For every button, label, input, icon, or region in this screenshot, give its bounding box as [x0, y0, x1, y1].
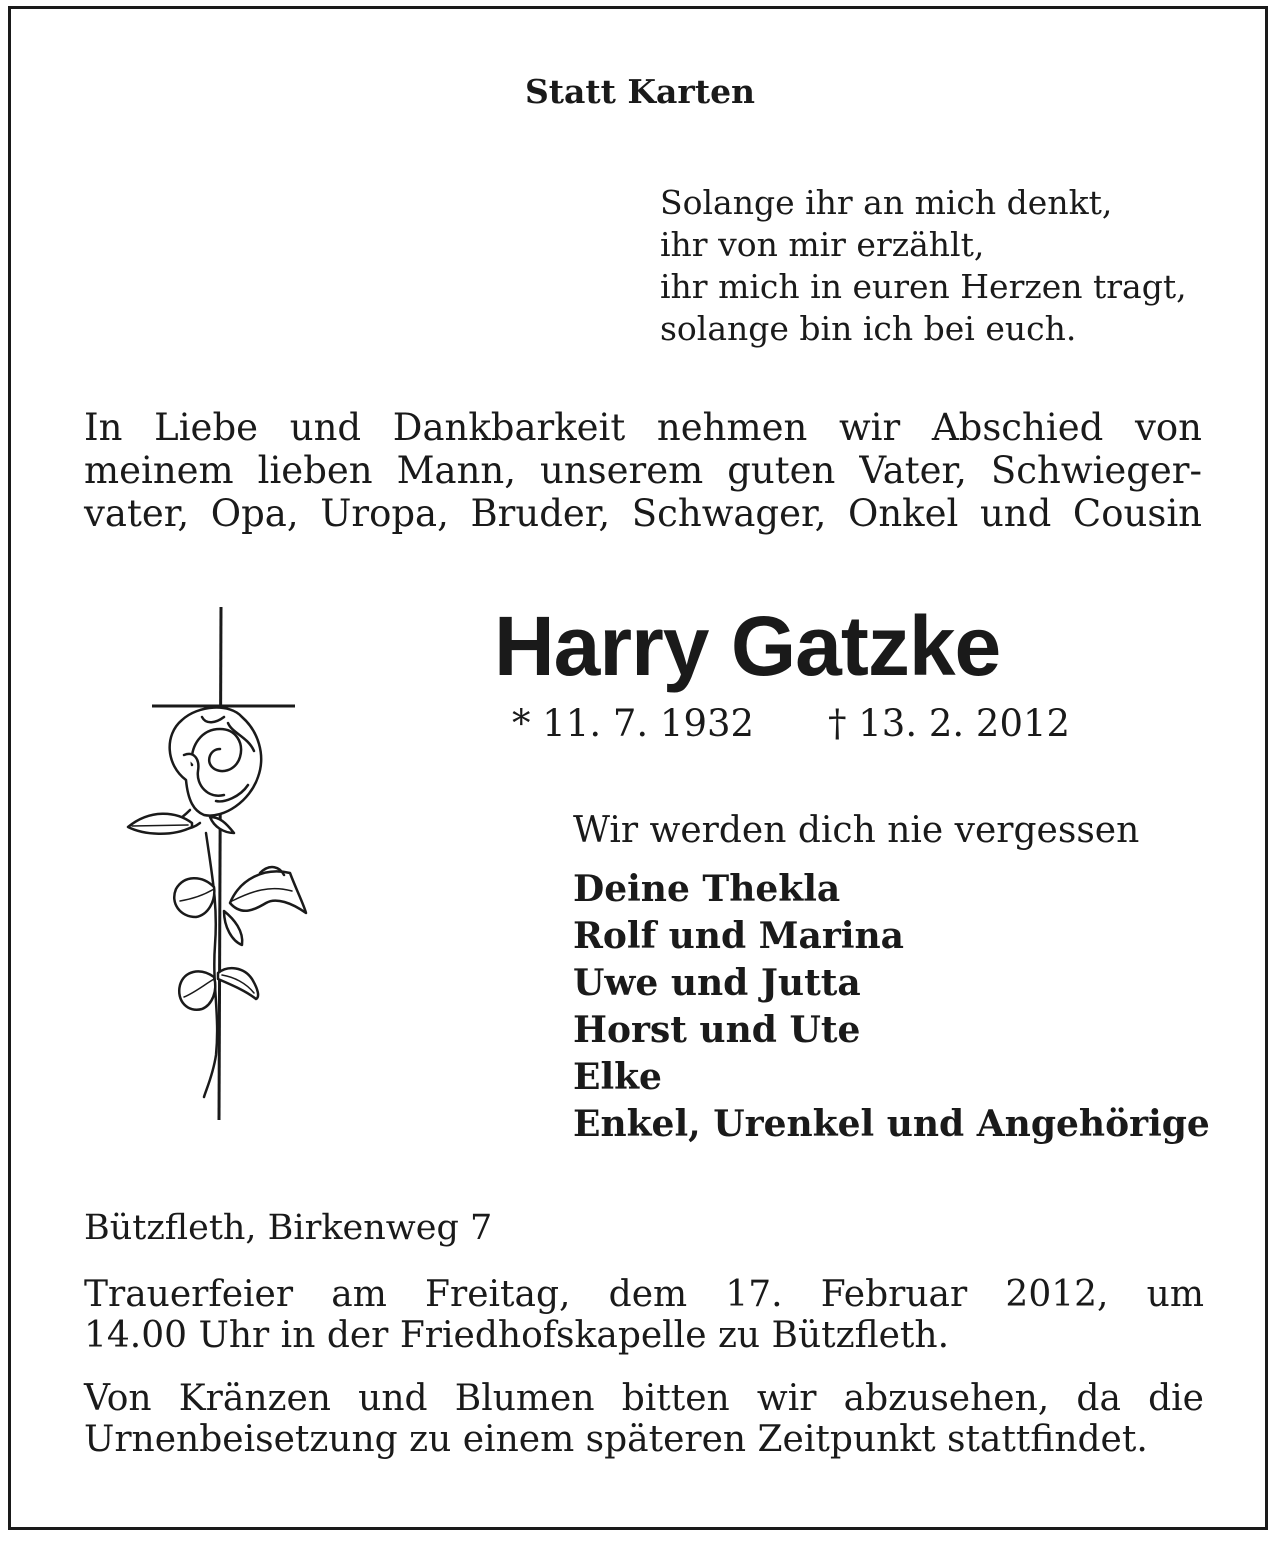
family-member: Horst und Ute	[573, 1009, 861, 1051]
poem-line: ihr von mir erzählt,	[660, 225, 985, 264]
intro-line: In Liebe und Dankbarkeit nehmen wir Abschied von	[84, 406, 1202, 449]
family-list	[573, 866, 1210, 1148]
family-member: Rolf und Marina	[573, 915, 904, 957]
funeral-line: 14.00 Uhr in der Friedhofskapelle zu Bützfleth.	[84, 1315, 950, 1356]
poem	[660, 182, 1187, 350]
family-member: Enkel, Urenkel und Angehörige	[573, 1103, 1210, 1145]
death-date: † 13. 2. 2012	[828, 702, 1071, 745]
flowers-line: Urnenbeisetzung zu einem späteren Zeitpunkt stattfindet.	[84, 1419, 1148, 1460]
family-member: Deine Thekla	[573, 868, 841, 910]
rose-icon	[128, 708, 306, 1097]
poem-line: ihr mich in euren Herzen tragt,	[660, 267, 1187, 306]
funeral-info	[84, 1274, 1204, 1356]
intro-text	[84, 406, 1202, 535]
funeral-line: Trauerfeier am Freitag, dem 17. Februar 2012, um	[84, 1274, 1204, 1315]
family-member: Uwe und Jutta	[573, 962, 861, 1004]
intro-line: meinem lieben Mann, unserem guten Vater, Schwieger-	[84, 449, 1202, 492]
birth-date: * 11. 7. 1932	[512, 702, 755, 745]
address: Bützfleth, Birkenweg 7	[84, 1208, 493, 1248]
family-member: Elke	[573, 1056, 662, 1098]
flowers-line: Von Kränzen und Blumen bitten wir abzusehen, da die	[84, 1378, 1204, 1419]
poem-line: Solange ihr an mich denkt,	[660, 183, 1113, 222]
intro-line: vater, Opa, Uropa, Bruder, Schwager, Onkel und Cousin	[84, 492, 1202, 535]
cross-rose-illustration	[120, 605, 320, 1125]
deceased-name: Harry Gatzke	[494, 599, 1001, 693]
never-forget-line: Wir werden dich nie vergessen	[573, 810, 1140, 851]
header-title: Statt Karten	[524, 72, 756, 111]
cross-icon	[152, 607, 295, 1120]
poem-line: solange bin ich bei euch.	[660, 309, 1077, 348]
flowers-note	[84, 1378, 1204, 1460]
